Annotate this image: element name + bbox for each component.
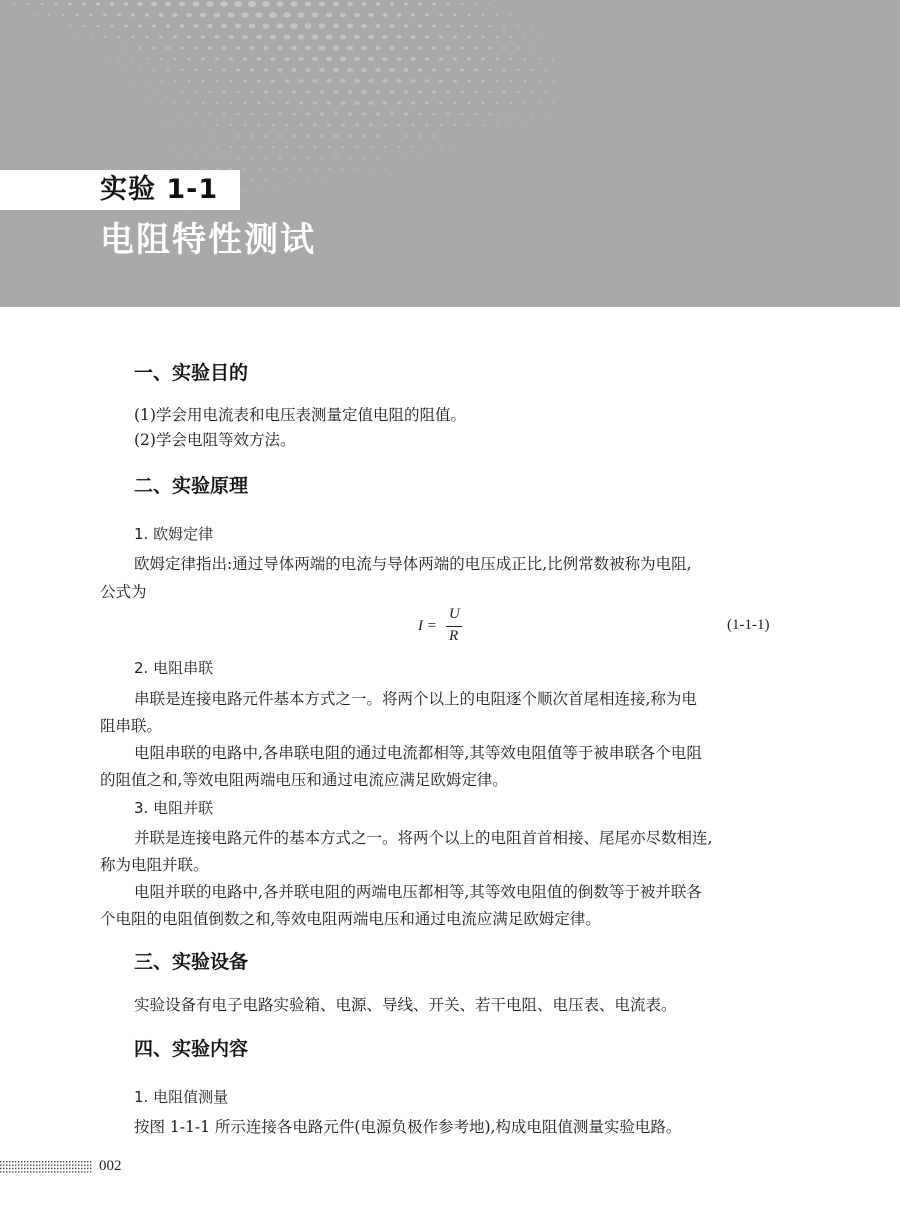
subheading-resistance-measure: 1. 电阻值测量 xyxy=(134,1088,229,1106)
parallel-p1-line1: 并联是连接电路元件的基本方式之一。将两个以上的电阻首首相接、尾尾亦尽数相连, xyxy=(134,829,713,847)
subheading-parallel: 3. 电阻并联 xyxy=(134,799,214,817)
header-banner xyxy=(0,0,900,307)
series-p2-line2: 的阻值之和,等效电阻两端电压和通过电流应满足欧姆定律。 xyxy=(100,771,508,789)
equation-number: (1-1-1) xyxy=(727,617,770,633)
ohm-text-line2: 公式为 xyxy=(100,583,147,601)
ohm-text-line1: 欧姆定律指出:通过导体两端的电流与导体两端的电压成正比,比例常数被称为电阻, xyxy=(134,555,692,573)
formula-denominator: R xyxy=(449,628,459,644)
footer-dot-pattern xyxy=(0,1160,94,1174)
formula-lhs: I = xyxy=(418,618,437,634)
experiment-number: 实验 1-1 xyxy=(100,174,219,205)
formula-numerator: U xyxy=(449,606,460,622)
equipment-text: 实验设备有电子电路实验箱、电源、导线、开关、若干电阻、电压表、电流表。 xyxy=(134,996,677,1014)
section-heading-purpose: 一、实验目的 xyxy=(134,362,249,384)
resistance-measure-text: 按图 1-1-1 所示连接各电路元件(电源负极作参考地),构成电阻值测量实验电路。 xyxy=(134,1118,682,1136)
purpose-item-2: (2)学会电阻等效方法。 xyxy=(134,431,296,449)
subheading-ohm-law: 1. 欧姆定律 xyxy=(134,525,214,543)
parallel-p2-line2: 个电阻的电阻值倒数之和,等效电阻两端电压和通过电流应满足欧姆定律。 xyxy=(100,910,601,928)
fraction-bar xyxy=(446,626,462,627)
parallel-p1-line2: 称为电阻并联。 xyxy=(100,856,209,874)
series-p1-line2: 阻串联。 xyxy=(100,717,163,735)
section-heading-content: 四、实验内容 xyxy=(134,1038,249,1060)
series-p1-line1: 串联是连接电路元件基本方式之一。将两个以上的电阻逐个顺次首尾相连接,称为电 xyxy=(134,690,697,708)
purpose-item-1: (1)学会用电流表和电压表测量定值电阻的阻值。 xyxy=(134,406,466,424)
section-heading-principle: 二、实验原理 xyxy=(134,475,249,497)
parallel-p2-line1: 电阻并联的电路中,各并联电阻的两端电压都相等,其等效电阻值的倒数等于被并联各 xyxy=(134,883,702,901)
experiment-title: 电阻特性测试 xyxy=(100,220,316,260)
series-p2-line1: 电阻串联的电路中,各串联电阻的通过电流都相等,其等效电阻值等于被串联各个电阻 xyxy=(134,744,702,762)
subheading-series: 2. 电阻串联 xyxy=(134,659,214,677)
page-number: 002 xyxy=(99,1158,122,1174)
ohm-formula xyxy=(418,606,478,648)
section-heading-equipment: 三、实验设备 xyxy=(134,951,249,973)
